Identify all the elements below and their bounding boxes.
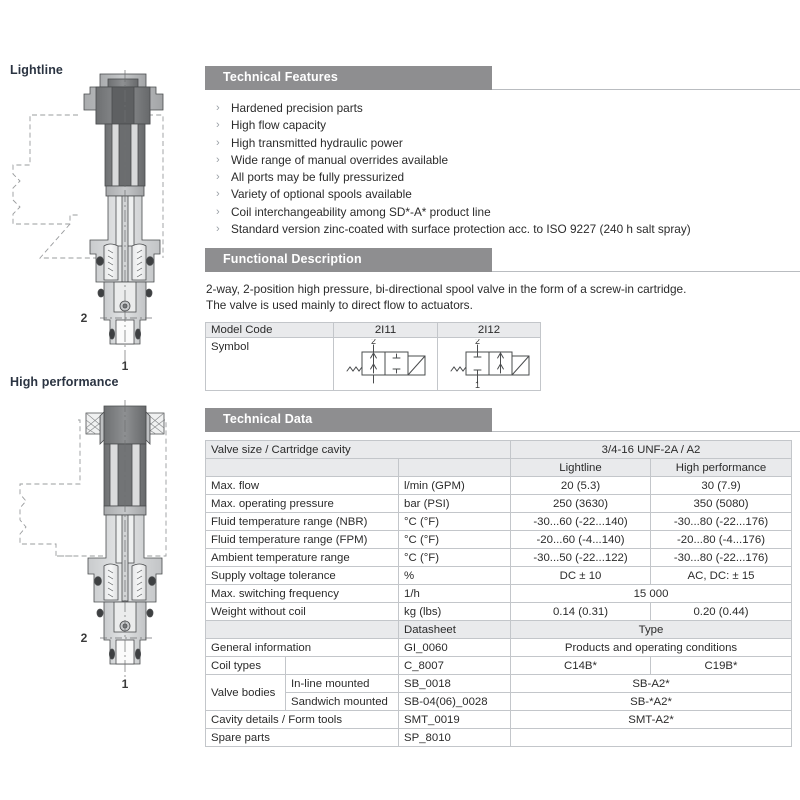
highperformance-port-2-label: 2 bbox=[80, 631, 88, 645]
doc-type: SMT-A2* bbox=[511, 711, 792, 729]
paragraph-line-2: The valve is used mainly to direct flow to actuators. bbox=[206, 297, 473, 312]
row-unit: °C (°F) bbox=[399, 513, 511, 531]
row-value-highperformance: 0.20 (0.44) bbox=[651, 603, 792, 621]
lightline-port-2-label: 2 bbox=[80, 311, 88, 325]
table-row bbox=[206, 693, 792, 711]
doc-datasheet: SB_0018 bbox=[399, 675, 511, 693]
table-row bbox=[206, 675, 792, 693]
doc-datasheet: C_8007 bbox=[399, 657, 511, 675]
header-rule bbox=[492, 271, 800, 272]
table-row bbox=[206, 603, 792, 621]
row-value-highperformance: AC, DC: ± 15 bbox=[651, 567, 792, 585]
empty-header-cell bbox=[206, 459, 399, 477]
row-unit: bar (PSI) bbox=[399, 495, 511, 513]
feature-text: Hardened precision parts bbox=[231, 101, 363, 115]
feature-text: Standard version zinc-coated with surface protection acc. to ISO 9227 (240 h salt spray) bbox=[231, 222, 691, 237]
feature-text: Wide range of manual overrides available bbox=[231, 152, 449, 167]
technical-features-list bbox=[214, 100, 794, 238]
empty-header-cell bbox=[206, 621, 399, 639]
model-code-table bbox=[205, 322, 541, 391]
chevron-right-icon: › bbox=[216, 205, 220, 218]
doc-type-2: C19B* bbox=[651, 657, 792, 675]
feature-text: All ports may be fully pressurized bbox=[231, 170, 405, 185]
doc-datasheet: SP_8010 bbox=[399, 729, 511, 747]
doc-type: C14B* bbox=[511, 657, 651, 675]
row-value-lightline: DC ± 10 bbox=[511, 567, 651, 585]
symbol-port-1-label-2i12: 1 bbox=[474, 380, 481, 389]
table-row bbox=[206, 711, 792, 729]
header-datasheet: Datasheet bbox=[399, 621, 511, 639]
table-row bbox=[206, 531, 792, 549]
lightline-valve-svg bbox=[0, 68, 200, 388]
row-label: Supply voltage tolerance bbox=[206, 567, 399, 585]
table-row bbox=[206, 639, 792, 657]
row-label: Max. switching frequency bbox=[206, 585, 399, 603]
doc-type: Products and operating conditions bbox=[511, 639, 792, 657]
feature-text: High transmitted hydraulic power bbox=[231, 135, 403, 150]
row-label: Fluid temperature range (NBR) bbox=[206, 513, 399, 531]
list-item bbox=[214, 100, 794, 117]
highperformance-port-1-label: 1 bbox=[121, 677, 129, 691]
row-value-lightline: -30...60 (-22...140) bbox=[511, 513, 651, 531]
empty-unit-header-cell bbox=[399, 459, 511, 477]
doc-type bbox=[511, 729, 792, 747]
list-item bbox=[214, 117, 794, 134]
doc-name: Cavity details / Form tools bbox=[206, 711, 399, 729]
hydraulic-symbol-2i11 bbox=[339, 339, 439, 389]
chevron-right-icon: › bbox=[216, 188, 220, 201]
highperformance-drawing-title: High performance bbox=[10, 375, 119, 389]
header-type: Type bbox=[511, 621, 792, 639]
lightline-drawing-title: Lightline bbox=[10, 63, 63, 77]
doc-datasheet: SB-04(06)_0028 bbox=[399, 693, 511, 711]
feature-text: Variety of optional spools available bbox=[231, 187, 412, 202]
table-row bbox=[206, 657, 792, 675]
doc-name: Valve bodies bbox=[206, 675, 286, 711]
highperformance-valve-svg bbox=[0, 398, 200, 698]
table-row bbox=[206, 495, 792, 513]
chevron-right-icon: › bbox=[216, 153, 220, 166]
row-label: Max. flow bbox=[206, 477, 399, 495]
symbol-port-2-label-2i12: 2 bbox=[474, 339, 481, 346]
chevron-right-icon: › bbox=[216, 102, 220, 114]
table-row bbox=[206, 567, 792, 585]
valve-size-value: 3/4-16 UNF-2A / A2 bbox=[511, 441, 792, 459]
row-label: Weight without coil bbox=[206, 603, 399, 621]
row-value-shared: 15 000 bbox=[511, 585, 792, 603]
doc-sub bbox=[286, 657, 399, 675]
valve-size-label: Valve size / Cartridge cavity bbox=[206, 441, 511, 459]
list-item bbox=[214, 169, 794, 186]
functional-description-title: Functional Description bbox=[223, 252, 362, 266]
column-header-highperformance: High performance bbox=[651, 459, 792, 477]
drawings-column bbox=[0, 0, 200, 800]
list-item bbox=[214, 204, 794, 221]
list-item bbox=[214, 135, 794, 152]
row-label: Max. operating pressure bbox=[206, 495, 399, 513]
row-label: Ambient temperature range bbox=[206, 549, 399, 567]
lightline-port-1-label: 1 bbox=[121, 359, 129, 373]
row-unit: °C (°F) bbox=[399, 549, 511, 567]
doc-datasheet: GI_0060 bbox=[399, 639, 511, 657]
symbol-label: Symbol bbox=[206, 338, 334, 391]
table-row bbox=[206, 549, 792, 567]
table-row bbox=[206, 323, 541, 338]
table-row bbox=[206, 621, 792, 639]
column-header-lightline: Lightline bbox=[511, 459, 651, 477]
doc-datasheet: SMT_0019 bbox=[399, 711, 511, 729]
row-value-lightline: 250 (3630) bbox=[511, 495, 651, 513]
header-rule bbox=[492, 431, 800, 432]
technical-data-title: Technical Data bbox=[223, 412, 313, 426]
list-item bbox=[214, 152, 794, 169]
doc-type: SB-A2* bbox=[511, 675, 792, 693]
highperformance-cross-section bbox=[0, 398, 200, 698]
technical-features-header bbox=[205, 66, 800, 92]
list-item bbox=[214, 221, 794, 238]
model-code-value-1: 2I11 bbox=[334, 323, 438, 338]
model-code-value-2: 2I12 bbox=[438, 323, 541, 338]
row-value-highperformance: -30...80 (-22...176) bbox=[651, 513, 792, 531]
header-rule bbox=[492, 89, 800, 90]
row-label: Fluid temperature range (FPM) bbox=[206, 531, 399, 549]
technical-features-title: Technical Features bbox=[223, 70, 339, 84]
doc-name: Spare parts bbox=[206, 729, 399, 747]
doc-name: General information bbox=[206, 639, 399, 657]
symbol-cell-2I12 bbox=[438, 338, 541, 391]
row-value-highperformance: 350 (5080) bbox=[651, 495, 792, 513]
paragraph-line-1: 2-way, 2-position high pressure, bi-directional spool valve in the form of a screw-in cartridge. bbox=[206, 282, 687, 296]
row-value-highperformance: 30 (7.9) bbox=[651, 477, 792, 495]
technical-data-table bbox=[205, 440, 792, 621]
functional-description-header bbox=[205, 248, 800, 274]
row-unit: °C (°F) bbox=[399, 531, 511, 549]
chevron-right-icon: › bbox=[216, 136, 220, 149]
feature-text: High flow capacity bbox=[231, 118, 327, 133]
table-row bbox=[206, 477, 792, 495]
table-row bbox=[206, 585, 792, 603]
table-row bbox=[206, 441, 792, 459]
symbol-port-2-label-2i11: 2 bbox=[370, 339, 377, 346]
list-item bbox=[214, 186, 794, 203]
functional-description-paragraph bbox=[206, 282, 786, 313]
technical-data-header bbox=[205, 408, 800, 434]
content-column bbox=[205, 0, 800, 800]
row-unit: l/min (GPM) bbox=[399, 477, 511, 495]
model-code-label: Model Code bbox=[206, 323, 334, 338]
hydraulic-symbol-2i12 bbox=[443, 339, 543, 389]
doc-type: SB-*A2* bbox=[511, 693, 792, 711]
row-value-lightline: -30...50 (-22...122) bbox=[511, 549, 651, 567]
table-row bbox=[206, 513, 792, 531]
row-value-highperformance: -20...80 (-4...176) bbox=[651, 531, 792, 549]
row-unit: % bbox=[399, 567, 511, 585]
lightline-cross-section bbox=[0, 68, 200, 388]
row-value-lightline: -20...60 (-4...140) bbox=[511, 531, 651, 549]
row-value-lightline: 20 (5.3) bbox=[511, 477, 651, 495]
feature-text: Coil interchangeability among SD*-A* product line bbox=[231, 204, 491, 219]
chevron-right-icon: › bbox=[216, 171, 220, 184]
doc-name: Coil types bbox=[206, 657, 286, 675]
row-value-highperformance: -30...80 (-22...176) bbox=[651, 549, 792, 567]
doc-sub: Sandwich mounted bbox=[286, 693, 399, 711]
row-unit: kg (lbs) bbox=[399, 603, 511, 621]
doc-sub: In-line mounted bbox=[286, 675, 399, 693]
related-documents-table bbox=[205, 620, 792, 747]
chevron-right-icon: › bbox=[216, 119, 220, 132]
table-row bbox=[206, 338, 541, 391]
table-row bbox=[206, 729, 792, 747]
symbol-cell-2I11 bbox=[334, 338, 438, 391]
row-unit: 1/h bbox=[399, 585, 511, 603]
table-row bbox=[206, 459, 792, 477]
row-value-lightline: 0.14 (0.31) bbox=[511, 603, 651, 621]
chevron-right-icon: › bbox=[216, 223, 220, 236]
